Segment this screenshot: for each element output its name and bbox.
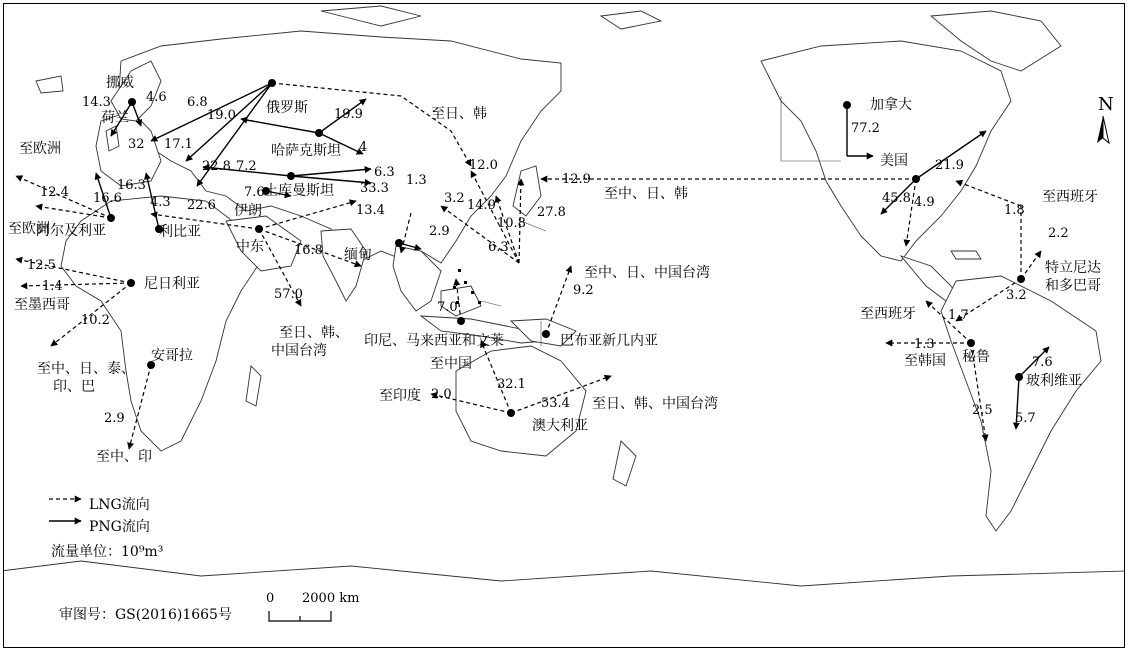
label-to-spain-2: 至西班牙 bbox=[860, 306, 916, 322]
land-outlines bbox=[4, 6, 1125, 648]
flow-value: 7.6 bbox=[244, 185, 265, 200]
flow-value: 2.9 bbox=[104, 411, 125, 426]
flow-value: 3.2 bbox=[444, 191, 465, 206]
label-to-india: 至印度 bbox=[379, 388, 421, 404]
world-map bbox=[4, 4, 1125, 648]
label-to-china: 至中国 bbox=[430, 356, 472, 372]
label-trinidad-2: 和多巴哥 bbox=[1045, 278, 1101, 294]
label-turkmenistan: 土库曼斯坦 bbox=[264, 183, 334, 199]
label-algeria: 阿尔及利亚 bbox=[36, 223, 106, 239]
label-trinidad: 特立尼达 bbox=[1045, 260, 1101, 276]
flow-value: 19.0 bbox=[207, 108, 236, 123]
label-to-jkt-1: 至日、韩、 bbox=[279, 325, 349, 341]
flow-value: 6.3 bbox=[488, 240, 509, 255]
flow-value: 13.4 bbox=[356, 203, 385, 218]
flow-value: 3.2 bbox=[1006, 288, 1027, 303]
land-madagascar bbox=[246, 366, 261, 406]
label-indo-malay: 印尼、马来西亚和文莱 bbox=[364, 333, 504, 349]
label-north: N bbox=[1098, 94, 1114, 115]
flow-value: 2.2 bbox=[1048, 226, 1069, 241]
flow-value: 4.6 bbox=[146, 90, 167, 105]
legend-lng-label: LNG流向 bbox=[89, 497, 150, 513]
flow-value: 1.3 bbox=[406, 173, 427, 188]
flow-value: 12.9 bbox=[562, 172, 591, 187]
label-norway: 挪威 bbox=[106, 75, 134, 91]
flow-value: 27.8 bbox=[537, 205, 566, 220]
label-to-cn-jp-tw: 至中、日、中国台湾 bbox=[584, 265, 710, 281]
flow-value: 2.9 bbox=[429, 224, 450, 239]
legend-symbols bbox=[49, 499, 81, 521]
flow-value: 14.9 bbox=[467, 198, 496, 213]
label-myanmar: 缅甸 bbox=[344, 247, 372, 263]
flow-value: 57.0 bbox=[274, 287, 303, 302]
label-usa: 美国 bbox=[880, 153, 908, 169]
label-to-jkt-2: 中国台湾 bbox=[271, 343, 327, 359]
land-caribbean bbox=[951, 251, 981, 259]
flow-value: 10.2 bbox=[81, 313, 110, 328]
label-to-cjtib-2: 印、巴 bbox=[53, 379, 95, 395]
flow-value: 4.9 bbox=[914, 195, 935, 210]
label-angola: 安哥拉 bbox=[151, 348, 193, 364]
label-to-japan-korea: 至日、韩 bbox=[431, 106, 487, 122]
flow-value: 2.0 bbox=[431, 387, 452, 402]
scale-label-2000: 2000 km bbox=[302, 591, 360, 606]
label-peru: 秘鲁 bbox=[962, 349, 990, 365]
flow-value: 32.1 bbox=[497, 377, 526, 392]
flow-value: 12.5 bbox=[27, 258, 56, 273]
flow-value: 1.7 bbox=[948, 308, 969, 323]
label-kazakhstan: 哈萨克斯坦 bbox=[271, 143, 341, 159]
label-to-mexico: 至墨西哥 bbox=[14, 297, 70, 313]
flow-value: 77.2 bbox=[851, 121, 880, 136]
legend-png-label: PNG流向 bbox=[89, 519, 150, 535]
scale-label-zero: 0 bbox=[266, 591, 275, 606]
flow-value: 32 bbox=[128, 137, 145, 152]
label-bolivia: 玻利维亚 bbox=[1026, 373, 1082, 389]
flow-value: 21.9 bbox=[935, 158, 964, 173]
label-to-cjtib-1: 至中、日、泰、 bbox=[37, 361, 135, 377]
label-to-china-india: 至中、印 bbox=[96, 449, 152, 465]
flow-value: 4 bbox=[359, 140, 368, 155]
flow-value: 12.0 bbox=[469, 158, 498, 173]
flow-value: 12.4 bbox=[40, 185, 69, 200]
label-netherlands: 荷兰 bbox=[101, 110, 129, 126]
legend-unit: 流量单位：10⁹m³ bbox=[51, 544, 164, 560]
flow-value: 5.7 bbox=[1015, 411, 1036, 426]
land-arctic-islands-2 bbox=[601, 11, 661, 29]
flow-value: 9.2 bbox=[573, 283, 594, 298]
land-new-zealand bbox=[613, 441, 636, 486]
north-arrow-icon bbox=[1097, 116, 1109, 143]
label-to-spain-1: 至西班牙 bbox=[1042, 189, 1098, 205]
label-to-korea: 至韩国 bbox=[904, 353, 946, 369]
flow-value: 33.3 bbox=[360, 181, 389, 196]
label-iran: 伊朗 bbox=[234, 203, 262, 219]
territory-lines bbox=[481, 96, 841, 349]
label-to-europe-2: 至欧洲 bbox=[8, 221, 50, 237]
flow-value: 17.1 bbox=[164, 137, 193, 152]
flow-value: 6.8 bbox=[187, 95, 208, 110]
flow-value: 7.2 bbox=[236, 159, 257, 174]
approval-number: 审图号：GS(2016)1665号 bbox=[59, 607, 232, 623]
flow-value: 53.4 bbox=[541, 396, 570, 411]
label-to-jk-tw-2: 至日、韩、中国台湾 bbox=[592, 396, 718, 412]
label-to-cn-jp-kr: 至中、日、韩 bbox=[604, 186, 688, 202]
flow-value: 1.8 bbox=[1004, 203, 1025, 218]
label-nigeria: 尼日利亚 bbox=[144, 276, 200, 292]
flow-value: 6.3 bbox=[374, 165, 395, 180]
flow-value: 7.6 bbox=[1032, 355, 1053, 370]
label-to-europe-1: 至欧洲 bbox=[19, 141, 61, 157]
flow-value: 4.3 bbox=[150, 195, 171, 210]
flow-value: 22.8 bbox=[202, 159, 231, 174]
flow-value: 19.9 bbox=[334, 107, 363, 122]
land-iceland bbox=[36, 76, 63, 93]
label-australia: 澳大利亚 bbox=[532, 418, 588, 434]
label-middle-east: 中东 bbox=[236, 239, 264, 255]
flow-value: 1.3 bbox=[914, 337, 935, 352]
flow-value: 10.8 bbox=[497, 216, 526, 231]
land-north-america bbox=[761, 41, 1011, 261]
map-frame bbox=[3, 3, 1125, 648]
flow-value: 7.0 bbox=[437, 300, 458, 315]
flow-value: 2.5 bbox=[972, 403, 993, 418]
label-russia: 俄罗斯 bbox=[266, 100, 308, 116]
label-png: 巴布亚新几内亚 bbox=[560, 333, 658, 349]
label-libya: 利比亚 bbox=[159, 224, 201, 240]
flow-value: 22.6 bbox=[187, 198, 216, 213]
flow-value: 45.8 bbox=[882, 191, 911, 206]
flow-value: 14.3 bbox=[82, 95, 111, 110]
label-canada: 加拿大 bbox=[870, 97, 912, 113]
flow-value: 16.6 bbox=[93, 191, 122, 206]
land-arctic-islands bbox=[321, 6, 421, 26]
flow-value: 16.3 bbox=[117, 178, 146, 193]
flow-value: 16.8 bbox=[294, 243, 323, 258]
flow-value: 1.4 bbox=[42, 279, 63, 294]
